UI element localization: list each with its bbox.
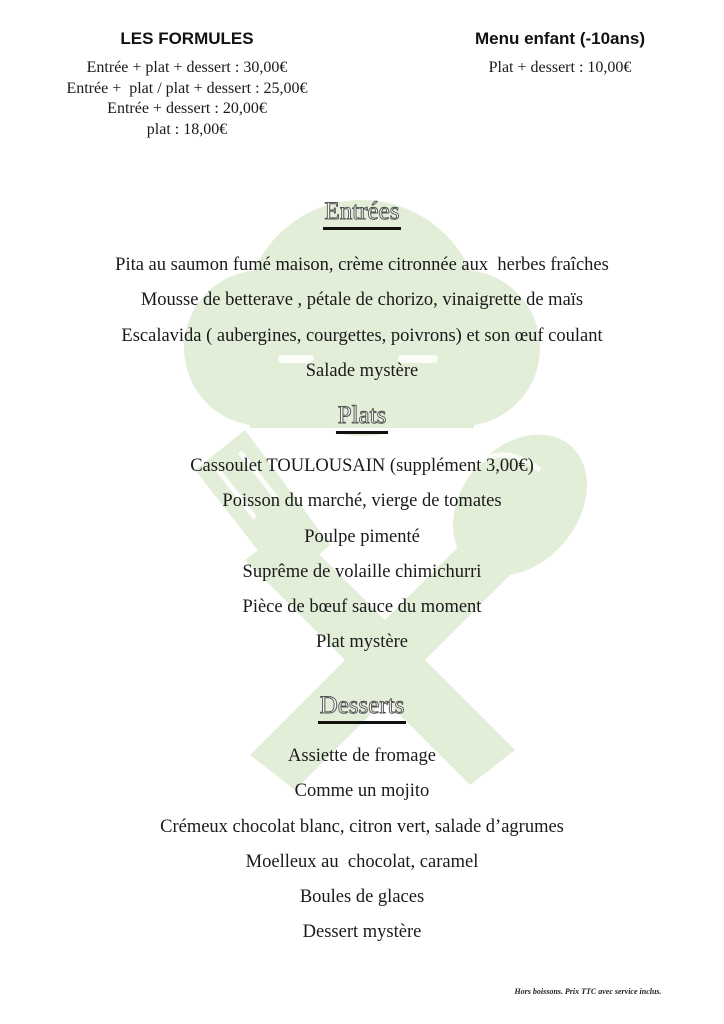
menu-item: Pita au saumon fumé maison, crème citronnée aux herbes fraîches <box>115 255 609 275</box>
menu-enfant-line: Plat + dessert : 10,00€ <box>488 59 632 76</box>
formules-title: LES FORMULES <box>120 29 254 48</box>
menu-item: Poulpe pimenté <box>304 526 420 547</box>
formule-line: Entrée + plat / plat + dessert : 25,00€ <box>66 79 308 97</box>
section-title-entrees <box>0 198 724 230</box>
formule-line: Entrée + plat + dessert : 30,00€ <box>86 59 288 76</box>
section-title-desserts <box>0 692 724 724</box>
menu-item: Plat mystère <box>316 632 408 653</box>
menu-item: Cassoulet TOULOUSAIN (supplément 3,00€) <box>190 456 534 476</box>
menu-item: Salade mystère <box>305 360 419 381</box>
menu-item: Boules de glaces <box>299 887 425 908</box>
formule-line: Entrée + dessert : 20,00€ <box>107 100 267 117</box>
entrees-list <box>0 248 724 389</box>
section-heading: Entrées <box>323 198 402 230</box>
desserts-list <box>0 739 724 951</box>
menu-item: Escalavida ( aubergines, courgettes, poivrons) et son œuf coulant <box>121 325 603 346</box>
section-title-plats <box>0 402 724 434</box>
menu-item: Poisson du marché, vierge de tomates <box>222 491 502 512</box>
formule-line: plat : 18,00€ <box>146 120 228 138</box>
section-heading: Plats <box>336 402 389 434</box>
menu-item: Moelleux au chocolat, caramel <box>245 851 479 872</box>
menu-item: Mousse de betterave , pétale de chorizo, vinaigrette de maïs <box>140 290 584 311</box>
menu-item: Pièce de bœuf sauce du moment <box>242 597 482 618</box>
menu-enfant-title: Menu enfant (-10ans) <box>474 29 646 48</box>
menu-item: Suprême de volaille chimichurri <box>242 561 482 582</box>
section-heading: Desserts <box>318 692 407 724</box>
menu-item: Assiette de fromage <box>288 746 436 766</box>
menu-item: Crémeux chocolat blanc, citron vert, salade d’agrumes <box>160 816 564 837</box>
footer-note: Hors boissons. Prix TTC avec service inclus. <box>514 987 662 996</box>
menu-item: Comme un mojito <box>294 781 430 802</box>
formules-block <box>30 28 344 140</box>
menu-item: Dessert mystère <box>302 922 422 943</box>
plats-list <box>0 449 724 661</box>
menu-enfant-block <box>450 28 670 79</box>
